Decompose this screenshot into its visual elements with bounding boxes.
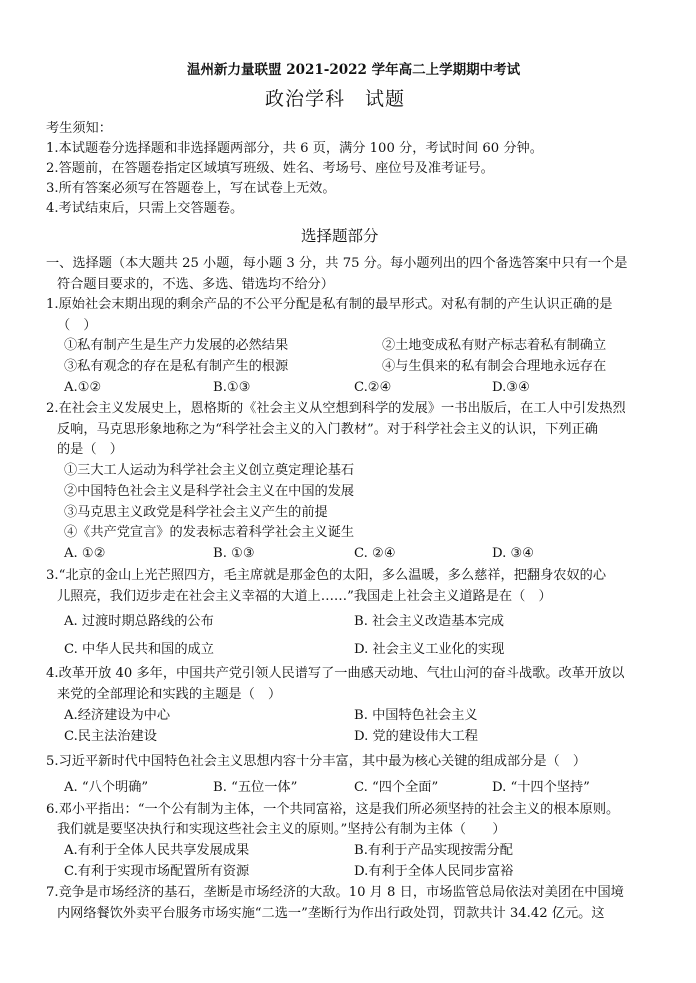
question-2-stem: 的是（ ） xyxy=(57,442,123,457)
question-2-stem: 2.在社会主义发展史上，恩格斯的《社会主义从空想到科学的发展》一书出版后，在工人中引发热烈 xyxy=(46,401,626,416)
question-1-stem: （ ） xyxy=(57,318,97,333)
question-5-stem: 5.习近平新时代中国特色社会主义思想内容十分丰富，其中最为核心关键的组成部分是（ ） xyxy=(46,754,587,769)
question-1-option: A.①② xyxy=(64,380,102,395)
question-5-option: B. “五位一体” xyxy=(213,780,298,795)
question-1-option: B.①③ xyxy=(213,380,251,395)
question-5-option: C. “四个全面” xyxy=(354,780,439,795)
question-2-stem: 反响，马克思形象地称之为“科学社会主义的入门教材”。对于科学社会主义的认识，下列正确 xyxy=(57,422,598,437)
exam-title: 温州新力量联盟 2021-2022 学年高二上学期期中考试 xyxy=(187,62,521,78)
question-1-statement: ③私有观念的存在是私有制产生的根源 xyxy=(64,359,289,374)
question-1-statement: ①私有制产生是生产力发展的必然结果 xyxy=(64,338,289,353)
question-5-option: D. “十四个坚持” xyxy=(492,780,590,795)
question-6-option: D.有利于全体人民同步富裕 xyxy=(354,864,514,879)
question-4-option: C.民主法治建设 xyxy=(64,729,157,744)
part-intro: 符合题目要求的，不选、多选、错选均不给分） xyxy=(57,277,334,292)
notice-item: 2.答题前，在答题卷指定区域填写班级、姓名、考场号、座位号及准考证号。 xyxy=(46,161,494,176)
question-6-option: C.有利于实现市场配置所有资源 xyxy=(64,864,250,879)
notice-item: 4.考试结束后，只需上交答题卷。 xyxy=(46,201,244,216)
question-2-statement: ④《共产党宣言》的发表标志着科学社会主义诞生 xyxy=(64,525,355,540)
question-6-stem: 我们就是要坚决执行和实现这些社会主义的原则。”坚持公有制为主体（ ） xyxy=(57,822,506,837)
subject-title: 政治学科 试题 xyxy=(265,88,406,110)
question-4-stem: 4.改革开放 40 多年，中国共产党引领人民谱写了一曲感天动地、气壮山河的奋斗战歌。改革开放以 xyxy=(46,666,625,681)
question-1-stem: 1.原始社会末期出现的剩余产品的不公平分配是私有制的最早形式。对私有制的产生认识正确的是 xyxy=(46,297,613,312)
question-4-option: B. 中国特色社会主义 xyxy=(354,708,478,723)
part-intro: 一、选择题（本大题共 25 小题，每小题 3 分，共 75 分。每小题列出的四个备选答案中只有一个是 xyxy=(46,256,628,271)
question-5-option: A. “八个明确” xyxy=(64,780,149,795)
question-2-statement: ①三大工人运动为科学社会主义创立奠定理论基石 xyxy=(64,463,355,478)
question-7-stem: 内网络餐饮外卖平台服务市场实施“二选一”垄断行为作出行政处罚，罚款共计 34.42 亿元。这 xyxy=(57,906,605,921)
notice-item: 3.所有答案必须写在答题卷上，写在试卷上无效。 xyxy=(46,181,336,196)
question-6-stem: 6.邓小平指出：“一个公有制为主体，一个共同富裕，这是我们所必须坚持的社会主义的根本原则。 xyxy=(46,802,620,817)
question-6-option: A.有利于全体人民共享发展成果 xyxy=(64,843,250,858)
question-2-option: B. ①③ xyxy=(213,546,255,561)
question-2-statement: ③马克思主义政党是科学社会主义产生的前提 xyxy=(64,505,328,520)
notice-item: 1.本试题卷分选择题和非选择题两部分，共 6 页，满分 100 分，考试时间 60 分钟。 xyxy=(46,141,543,156)
question-1-statement: ②土地变成私有财产标志着私有制确立 xyxy=(382,338,607,353)
question-2-option: C. ②④ xyxy=(354,546,396,561)
question-3-option: A. 过渡时期总路线的公布 xyxy=(64,614,214,629)
question-3-stem: 儿照亮，我们迈步走在社会主义幸福的大道上……”我国走上社会主义道路是在（ ） xyxy=(57,589,552,604)
question-2-option: D. ③④ xyxy=(492,546,535,561)
question-1-option: C.②④ xyxy=(354,380,392,395)
question-3-option: C. 中华人民共和国的成立 xyxy=(64,642,214,657)
question-2-option: A. ①② xyxy=(64,546,106,561)
question-3-option: B. 社会主义改造基本完成 xyxy=(354,614,504,629)
question-3-option: D. 社会主义工业化的实现 xyxy=(354,642,505,657)
section-title: 选择题部分 xyxy=(301,227,379,245)
question-7-stem: 7.竞争是市场经济的基石，垄断是市场经济的大敌。10 月 8 日，市场监管总局依法对美团在中国境 xyxy=(46,885,624,900)
question-4-option: D. 党的建设伟大工程 xyxy=(354,729,478,744)
question-3-stem: 3.“北京的金山上光芒照四方，毛主席就是那金色的太阳，多么温暖，多么慈祥，把翻身农奴的心 xyxy=(46,568,607,583)
question-1-option: D.③④ xyxy=(492,380,530,395)
notice-heading: 考生须知： xyxy=(46,121,112,136)
question-4-stem: 来党的全部理论和实践的主题是（ ） xyxy=(57,687,282,702)
question-1-statement: ④与生俱来的私有制会合理地永远存在 xyxy=(382,359,607,374)
question-4-option: A.经济建设为中心 xyxy=(64,708,171,723)
question-6-option: B.有利于产品实现按需分配 xyxy=(354,843,513,858)
question-2-statement: ②中国特色社会主义是科学社会主义在中国的发展 xyxy=(64,484,355,499)
